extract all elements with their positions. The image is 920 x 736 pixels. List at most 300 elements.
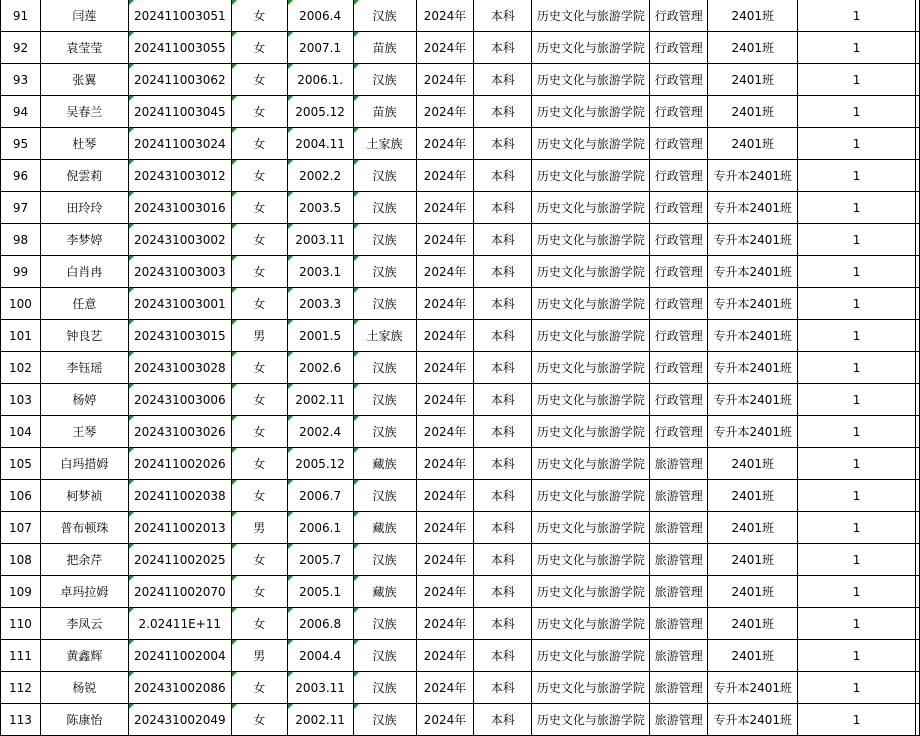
birth-date-cell[interactable]: 2006.4 bbox=[287, 0, 353, 32]
birth-date-cell[interactable]: 2002.2 bbox=[287, 160, 353, 192]
major-cell[interactable]: 旅游管理 bbox=[650, 448, 708, 480]
count-cell[interactable]: 1 bbox=[798, 256, 916, 288]
education-level-cell[interactable]: 本科 bbox=[474, 192, 532, 224]
count-cell[interactable]: 1 bbox=[798, 224, 916, 256]
empty-cell[interactable] bbox=[915, 96, 919, 128]
empty-cell[interactable] bbox=[915, 352, 919, 384]
class-cell[interactable]: 专升本2401班 bbox=[708, 320, 798, 352]
serial-number-cell[interactable]: 97 bbox=[1, 192, 41, 224]
birth-date-cell[interactable]: 2003.1 bbox=[287, 256, 353, 288]
student-id-cell[interactable]: 202411003062 bbox=[128, 64, 231, 96]
serial-number-cell[interactable]: 103 bbox=[1, 384, 41, 416]
gender-cell[interactable]: 女 bbox=[231, 384, 287, 416]
student-id-cell[interactable]: 202431002086 bbox=[128, 672, 231, 704]
class-cell[interactable]: 专升本2401班 bbox=[708, 704, 798, 736]
major-cell[interactable]: 行政管理 bbox=[650, 352, 708, 384]
student-id-cell[interactable]: 202431003003 bbox=[128, 256, 231, 288]
empty-cell[interactable] bbox=[915, 64, 919, 96]
count-cell[interactable]: 1 bbox=[798, 608, 916, 640]
gender-cell[interactable]: 女 bbox=[231, 64, 287, 96]
empty-cell[interactable] bbox=[915, 32, 919, 64]
class-cell[interactable]: 2401班 bbox=[708, 96, 798, 128]
serial-number-cell[interactable]: 100 bbox=[1, 288, 41, 320]
count-cell[interactable]: 1 bbox=[798, 160, 916, 192]
student-id-cell[interactable]: 202411003045 bbox=[128, 96, 231, 128]
class-cell[interactable]: 2401班 bbox=[708, 0, 798, 32]
count-cell[interactable]: 1 bbox=[798, 96, 916, 128]
college-cell[interactable]: 历史文化与旅游学院 bbox=[532, 672, 650, 704]
student-name-cell[interactable]: 黄鑫辉 bbox=[40, 640, 128, 672]
gender-cell[interactable]: 女 bbox=[231, 704, 287, 736]
major-cell[interactable]: 旅游管理 bbox=[650, 512, 708, 544]
birth-date-cell[interactable]: 2003.11 bbox=[287, 224, 353, 256]
enrollment-year-cell[interactable]: 2024年 bbox=[416, 640, 474, 672]
education-level-cell[interactable]: 本科 bbox=[474, 672, 532, 704]
student-id-cell[interactable]: 202411002038 bbox=[128, 480, 231, 512]
student-id-cell[interactable]: 202411003024 bbox=[128, 128, 231, 160]
ethnicity-cell[interactable]: 汉族 bbox=[353, 256, 416, 288]
empty-cell[interactable] bbox=[915, 160, 919, 192]
college-cell[interactable]: 历史文化与旅游学院 bbox=[532, 256, 650, 288]
serial-number-cell[interactable]: 109 bbox=[1, 576, 41, 608]
ethnicity-cell[interactable]: 土家族 bbox=[353, 128, 416, 160]
serial-number-cell[interactable]: 96 bbox=[1, 160, 41, 192]
empty-cell[interactable] bbox=[915, 704, 919, 736]
class-cell[interactable]: 专升本2401班 bbox=[708, 160, 798, 192]
gender-cell[interactable]: 女 bbox=[231, 224, 287, 256]
student-id-cell[interactable]: 202411003055 bbox=[128, 32, 231, 64]
empty-cell[interactable] bbox=[915, 256, 919, 288]
enrollment-year-cell[interactable]: 2024年 bbox=[416, 672, 474, 704]
student-name-cell[interactable]: 白玛措姆 bbox=[40, 448, 128, 480]
education-level-cell[interactable]: 本科 bbox=[474, 256, 532, 288]
education-level-cell[interactable]: 本科 bbox=[474, 288, 532, 320]
education-level-cell[interactable]: 本科 bbox=[474, 544, 532, 576]
major-cell[interactable]: 旅游管理 bbox=[650, 704, 708, 736]
student-name-cell[interactable]: 普布顿珠 bbox=[40, 512, 128, 544]
birth-date-cell[interactable]: 2006.1 bbox=[287, 512, 353, 544]
gender-cell[interactable]: 女 bbox=[231, 32, 287, 64]
student-name-cell[interactable]: 吴春兰 bbox=[40, 96, 128, 128]
ethnicity-cell[interactable]: 汉族 bbox=[353, 64, 416, 96]
birth-date-cell[interactable]: 2004.4 bbox=[287, 640, 353, 672]
class-cell[interactable]: 2401班 bbox=[708, 640, 798, 672]
gender-cell[interactable]: 女 bbox=[231, 160, 287, 192]
class-cell[interactable]: 专升本2401班 bbox=[708, 416, 798, 448]
education-level-cell[interactable]: 本科 bbox=[474, 416, 532, 448]
student-id-cell[interactable]: 202411003051 bbox=[128, 0, 231, 32]
count-cell[interactable]: 1 bbox=[798, 448, 916, 480]
major-cell[interactable]: 行政管理 bbox=[650, 224, 708, 256]
student-name-cell[interactable]: 把余芹 bbox=[40, 544, 128, 576]
gender-cell[interactable]: 男 bbox=[231, 640, 287, 672]
ethnicity-cell[interactable]: 汉族 bbox=[353, 608, 416, 640]
student-name-cell[interactable]: 柯梦祯 bbox=[40, 480, 128, 512]
education-level-cell[interactable]: 本科 bbox=[474, 160, 532, 192]
gender-cell[interactable]: 女 bbox=[231, 448, 287, 480]
birth-date-cell[interactable]: 2002.11 bbox=[287, 704, 353, 736]
enrollment-year-cell[interactable]: 2024年 bbox=[416, 224, 474, 256]
class-cell[interactable]: 专升本2401班 bbox=[708, 352, 798, 384]
ethnicity-cell[interactable]: 汉族 bbox=[353, 160, 416, 192]
serial-number-cell[interactable]: 91 bbox=[1, 0, 41, 32]
college-cell[interactable]: 历史文化与旅游学院 bbox=[532, 192, 650, 224]
student-id-cell[interactable]: 202431003012 bbox=[128, 160, 231, 192]
class-cell[interactable]: 2401班 bbox=[708, 448, 798, 480]
birth-date-cell[interactable]: 2003.3 bbox=[287, 288, 353, 320]
birth-date-cell[interactable]: 2002.4 bbox=[287, 416, 353, 448]
education-level-cell[interactable]: 本科 bbox=[474, 320, 532, 352]
student-id-cell[interactable]: 202431003006 bbox=[128, 384, 231, 416]
gender-cell[interactable]: 女 bbox=[231, 672, 287, 704]
ethnicity-cell[interactable]: 藏族 bbox=[353, 448, 416, 480]
count-cell[interactable]: 1 bbox=[798, 416, 916, 448]
serial-number-cell[interactable]: 110 bbox=[1, 608, 41, 640]
enrollment-year-cell[interactable]: 2024年 bbox=[416, 0, 474, 32]
count-cell[interactable]: 1 bbox=[798, 704, 916, 736]
major-cell[interactable]: 行政管理 bbox=[650, 160, 708, 192]
serial-number-cell[interactable]: 93 bbox=[1, 64, 41, 96]
class-cell[interactable]: 2401班 bbox=[708, 32, 798, 64]
education-level-cell[interactable]: 本科 bbox=[474, 96, 532, 128]
gender-cell[interactable]: 男 bbox=[231, 320, 287, 352]
serial-number-cell[interactable]: 104 bbox=[1, 416, 41, 448]
class-cell[interactable]: 2401班 bbox=[708, 544, 798, 576]
count-cell[interactable]: 1 bbox=[798, 64, 916, 96]
gender-cell[interactable]: 女 bbox=[231, 544, 287, 576]
major-cell[interactable]: 旅游管理 bbox=[650, 480, 708, 512]
birth-date-cell[interactable]: 2003.5 bbox=[287, 192, 353, 224]
student-id-cell[interactable]: 202431003016 bbox=[128, 192, 231, 224]
college-cell[interactable]: 历史文化与旅游学院 bbox=[532, 224, 650, 256]
student-name-cell[interactable]: 李梦婷 bbox=[40, 224, 128, 256]
count-cell[interactable]: 1 bbox=[798, 480, 916, 512]
college-cell[interactable]: 历史文化与旅游学院 bbox=[532, 512, 650, 544]
empty-cell[interactable] bbox=[915, 416, 919, 448]
class-cell[interactable]: 专升本2401班 bbox=[708, 192, 798, 224]
student-name-cell[interactable]: 任意 bbox=[40, 288, 128, 320]
count-cell[interactable]: 1 bbox=[798, 352, 916, 384]
gender-cell[interactable]: 女 bbox=[231, 192, 287, 224]
education-level-cell[interactable]: 本科 bbox=[474, 64, 532, 96]
class-cell[interactable]: 专升本2401班 bbox=[708, 384, 798, 416]
serial-number-cell[interactable]: 105 bbox=[1, 448, 41, 480]
empty-cell[interactable] bbox=[915, 512, 919, 544]
birth-date-cell[interactable]: 2005.12 bbox=[287, 96, 353, 128]
serial-number-cell[interactable]: 106 bbox=[1, 480, 41, 512]
count-cell[interactable]: 1 bbox=[798, 192, 916, 224]
college-cell[interactable]: 历史文化与旅游学院 bbox=[532, 96, 650, 128]
ethnicity-cell[interactable]: 苗族 bbox=[353, 96, 416, 128]
ethnicity-cell[interactable]: 汉族 bbox=[353, 192, 416, 224]
major-cell[interactable]: 行政管理 bbox=[650, 320, 708, 352]
ethnicity-cell[interactable]: 苗族 bbox=[353, 32, 416, 64]
count-cell[interactable]: 1 bbox=[798, 128, 916, 160]
gender-cell[interactable]: 女 bbox=[231, 608, 287, 640]
enrollment-year-cell[interactable]: 2024年 bbox=[416, 64, 474, 96]
ethnicity-cell[interactable]: 藏族 bbox=[353, 512, 416, 544]
birth-date-cell[interactable]: 2002.11 bbox=[287, 384, 353, 416]
class-cell[interactable]: 2401班 bbox=[708, 480, 798, 512]
enrollment-year-cell[interactable]: 2024年 bbox=[416, 352, 474, 384]
enrollment-year-cell[interactable]: 2024年 bbox=[416, 544, 474, 576]
birth-date-cell[interactable]: 2006.1. bbox=[287, 64, 353, 96]
major-cell[interactable]: 行政管理 bbox=[650, 192, 708, 224]
education-level-cell[interactable]: 本科 bbox=[474, 448, 532, 480]
empty-cell[interactable] bbox=[915, 672, 919, 704]
major-cell[interactable]: 行政管理 bbox=[650, 256, 708, 288]
serial-number-cell[interactable]: 113 bbox=[1, 704, 41, 736]
college-cell[interactable]: 历史文化与旅游学院 bbox=[532, 480, 650, 512]
serial-number-cell[interactable]: 98 bbox=[1, 224, 41, 256]
ethnicity-cell[interactable]: 汉族 bbox=[353, 704, 416, 736]
ethnicity-cell[interactable]: 藏族 bbox=[353, 576, 416, 608]
empty-cell[interactable] bbox=[915, 288, 919, 320]
serial-number-cell[interactable]: 101 bbox=[1, 320, 41, 352]
college-cell[interactable]: 历史文化与旅游学院 bbox=[532, 320, 650, 352]
college-cell[interactable]: 历史文化与旅游学院 bbox=[532, 128, 650, 160]
major-cell[interactable]: 行政管理 bbox=[650, 128, 708, 160]
empty-cell[interactable] bbox=[915, 576, 919, 608]
enrollment-year-cell[interactable]: 2024年 bbox=[416, 512, 474, 544]
enrollment-year-cell[interactable]: 2024年 bbox=[416, 32, 474, 64]
student-id-cell[interactable]: 202431003002 bbox=[128, 224, 231, 256]
student-name-cell[interactable]: 王琴 bbox=[40, 416, 128, 448]
student-name-cell[interactable]: 田玲玲 bbox=[40, 192, 128, 224]
college-cell[interactable]: 历史文化与旅游学院 bbox=[532, 64, 650, 96]
major-cell[interactable]: 旅游管理 bbox=[650, 672, 708, 704]
ethnicity-cell[interactable]: 汉族 bbox=[353, 640, 416, 672]
enrollment-year-cell[interactable]: 2024年 bbox=[416, 576, 474, 608]
college-cell[interactable]: 历史文化与旅游学院 bbox=[532, 352, 650, 384]
major-cell[interactable]: 行政管理 bbox=[650, 96, 708, 128]
class-cell[interactable]: 2401班 bbox=[708, 64, 798, 96]
college-cell[interactable]: 历史文化与旅游学院 bbox=[532, 32, 650, 64]
ethnicity-cell[interactable]: 汉族 bbox=[353, 384, 416, 416]
student-id-cell[interactable]: 202431003026 bbox=[128, 416, 231, 448]
education-level-cell[interactable]: 本科 bbox=[474, 704, 532, 736]
empty-cell[interactable] bbox=[915, 480, 919, 512]
education-level-cell[interactable]: 本科 bbox=[474, 608, 532, 640]
student-id-cell[interactable]: 202411002070 bbox=[128, 576, 231, 608]
major-cell[interactable]: 旅游管理 bbox=[650, 608, 708, 640]
college-cell[interactable]: 历史文化与旅游学院 bbox=[532, 608, 650, 640]
table-row bbox=[1, 384, 920, 416]
student-name-cell[interactable]: 李凤云 bbox=[40, 608, 128, 640]
enrollment-year-cell[interactable]: 2024年 bbox=[416, 288, 474, 320]
major-cell[interactable]: 行政管理 bbox=[650, 416, 708, 448]
serial-number-cell[interactable]: 92 bbox=[1, 32, 41, 64]
gender-cell[interactable]: 男 bbox=[231, 512, 287, 544]
ethnicity-cell[interactable]: 汉族 bbox=[353, 544, 416, 576]
education-level-cell[interactable]: 本科 bbox=[474, 0, 532, 32]
student-id-cell[interactable]: 202411002026 bbox=[128, 448, 231, 480]
major-cell[interactable]: 行政管理 bbox=[650, 384, 708, 416]
gender-cell[interactable]: 女 bbox=[231, 480, 287, 512]
ethnicity-cell[interactable]: 土家族 bbox=[353, 320, 416, 352]
student-id-cell[interactable]: 202431003015 bbox=[128, 320, 231, 352]
student-id-cell[interactable]: 202411002013 bbox=[128, 512, 231, 544]
major-cell[interactable]: 行政管理 bbox=[650, 288, 708, 320]
gender-cell[interactable]: 女 bbox=[231, 256, 287, 288]
gender-cell[interactable]: 女 bbox=[231, 416, 287, 448]
empty-cell[interactable] bbox=[915, 0, 919, 32]
birth-date-cell[interactable]: 2007.1 bbox=[287, 32, 353, 64]
empty-cell[interactable] bbox=[915, 224, 919, 256]
student-name-cell[interactable]: 陈康怡 bbox=[40, 704, 128, 736]
student-id-cell[interactable]: 202411002025 bbox=[128, 544, 231, 576]
count-cell[interactable]: 1 bbox=[798, 0, 916, 32]
student-name-cell[interactable]: 卓玛拉姆 bbox=[40, 576, 128, 608]
serial-number-cell[interactable]: 108 bbox=[1, 544, 41, 576]
class-cell[interactable]: 2401班 bbox=[708, 512, 798, 544]
empty-cell[interactable] bbox=[915, 640, 919, 672]
college-cell[interactable]: 历史文化与旅游学院 bbox=[532, 160, 650, 192]
serial-number-cell[interactable]: 99 bbox=[1, 256, 41, 288]
enrollment-year-cell[interactable]: 2024年 bbox=[416, 192, 474, 224]
college-cell[interactable]: 历史文化与旅游学院 bbox=[532, 544, 650, 576]
count-cell[interactable]: 1 bbox=[798, 320, 916, 352]
education-level-cell[interactable]: 本科 bbox=[474, 576, 532, 608]
serial-number-cell[interactable]: 107 bbox=[1, 512, 41, 544]
major-cell[interactable]: 行政管理 bbox=[650, 64, 708, 96]
college-cell[interactable]: 历史文化与旅游学院 bbox=[532, 288, 650, 320]
empty-cell[interactable] bbox=[915, 544, 919, 576]
ethnicity-cell[interactable]: 汉族 bbox=[353, 672, 416, 704]
student-name-cell[interactable]: 袁莹莹 bbox=[40, 32, 128, 64]
class-cell[interactable]: 专升本2401班 bbox=[708, 288, 798, 320]
gender-cell[interactable]: 女 bbox=[231, 288, 287, 320]
major-cell[interactable]: 旅游管理 bbox=[650, 640, 708, 672]
ethnicity-cell[interactable]: 汉族 bbox=[353, 352, 416, 384]
count-cell[interactable]: 1 bbox=[798, 512, 916, 544]
serial-number-cell[interactable]: 112 bbox=[1, 672, 41, 704]
birth-date-cell[interactable]: 2002.6 bbox=[287, 352, 353, 384]
enrollment-year-cell[interactable]: 2024年 bbox=[416, 128, 474, 160]
education-level-cell[interactable]: 本科 bbox=[474, 512, 532, 544]
enrollment-year-cell[interactable]: 2024年 bbox=[416, 384, 474, 416]
student-name-cell[interactable]: 倪雲莉 bbox=[40, 160, 128, 192]
class-cell[interactable]: 2401班 bbox=[708, 576, 798, 608]
enrollment-year-cell[interactable]: 2024年 bbox=[416, 608, 474, 640]
gender-cell[interactable]: 女 bbox=[231, 128, 287, 160]
birth-date-cell[interactable]: 2005.12 bbox=[287, 448, 353, 480]
serial-number-cell[interactable]: 94 bbox=[1, 96, 41, 128]
serial-number-cell[interactable]: 95 bbox=[1, 128, 41, 160]
student-id-cell[interactable]: 202431003028 bbox=[128, 352, 231, 384]
birth-date-cell[interactable]: 2006.7 bbox=[287, 480, 353, 512]
enrollment-year-cell[interactable]: 2024年 bbox=[416, 448, 474, 480]
empty-cell[interactable] bbox=[915, 384, 919, 416]
empty-cell[interactable] bbox=[915, 320, 919, 352]
birth-date-cell[interactable]: 2003.11 bbox=[287, 672, 353, 704]
empty-cell[interactable] bbox=[915, 128, 919, 160]
major-cell[interactable]: 旅游管理 bbox=[650, 576, 708, 608]
student-name-cell[interactable]: 杨锐 bbox=[40, 672, 128, 704]
birth-date-cell[interactable]: 2006.8 bbox=[287, 608, 353, 640]
birth-date-cell[interactable]: 2005.7 bbox=[287, 544, 353, 576]
count-cell[interactable]: 1 bbox=[798, 576, 916, 608]
gender-cell[interactable]: 女 bbox=[231, 0, 287, 32]
student-name-cell[interactable]: 杨婷 bbox=[40, 384, 128, 416]
college-cell[interactable]: 历史文化与旅游学院 bbox=[532, 416, 650, 448]
education-level-cell[interactable]: 本科 bbox=[474, 32, 532, 64]
empty-cell[interactable] bbox=[915, 448, 919, 480]
count-cell[interactable]: 1 bbox=[798, 288, 916, 320]
count-cell[interactable]: 1 bbox=[798, 672, 916, 704]
count-cell[interactable]: 1 bbox=[798, 32, 916, 64]
ethnicity-cell[interactable]: 汉族 bbox=[353, 0, 416, 32]
college-cell[interactable]: 历史文化与旅游学院 bbox=[532, 0, 650, 32]
ethnicity-cell[interactable]: 汉族 bbox=[353, 224, 416, 256]
count-cell[interactable]: 1 bbox=[798, 384, 916, 416]
education-level-cell[interactable]: 本科 bbox=[474, 352, 532, 384]
birth-date-cell[interactable]: 2004.11 bbox=[287, 128, 353, 160]
education-level-cell[interactable]: 本科 bbox=[474, 128, 532, 160]
student-id-cell[interactable]: 202411002004 bbox=[128, 640, 231, 672]
ethnicity-cell[interactable]: 汉族 bbox=[353, 416, 416, 448]
ethnicity-cell[interactable]: 汉族 bbox=[353, 288, 416, 320]
enrollment-year-cell[interactable]: 2024年 bbox=[416, 480, 474, 512]
student-name-cell[interactable]: 杜琴 bbox=[40, 128, 128, 160]
ethnicity-cell[interactable]: 汉族 bbox=[353, 480, 416, 512]
class-cell[interactable]: 专升本2401班 bbox=[708, 224, 798, 256]
student-name-cell[interactable]: 白肖冉 bbox=[40, 256, 128, 288]
education-level-cell[interactable]: 本科 bbox=[474, 384, 532, 416]
student-id-cell[interactable]: 202431003001 bbox=[128, 288, 231, 320]
birth-date-cell[interactable]: 2001.5 bbox=[287, 320, 353, 352]
student-id-cell[interactable]: 202431002049 bbox=[128, 704, 231, 736]
empty-cell[interactable] bbox=[915, 192, 919, 224]
student-name-cell[interactable]: 闫莲 bbox=[40, 0, 128, 32]
enrollment-year-cell[interactable]: 2024年 bbox=[416, 320, 474, 352]
serial-number-cell[interactable]: 102 bbox=[1, 352, 41, 384]
education-level-cell[interactable]: 本科 bbox=[474, 224, 532, 256]
enrollment-year-cell[interactable]: 2024年 bbox=[416, 704, 474, 736]
enrollment-year-cell[interactable]: 2024年 bbox=[416, 416, 474, 448]
gender-cell[interactable]: 女 bbox=[231, 352, 287, 384]
count-cell[interactable]: 1 bbox=[798, 640, 916, 672]
major-cell[interactable]: 行政管理 bbox=[650, 32, 708, 64]
gender-cell[interactable]: 女 bbox=[231, 576, 287, 608]
count-cell[interactable]: 1 bbox=[798, 544, 916, 576]
class-cell[interactable]: 专升本2401班 bbox=[708, 256, 798, 288]
gender-cell[interactable]: 女 bbox=[231, 96, 287, 128]
education-level-cell[interactable]: 本科 bbox=[474, 480, 532, 512]
college-cell[interactable]: 历史文化与旅游学院 bbox=[532, 448, 650, 480]
student-name-cell[interactable]: 李钰瑶 bbox=[40, 352, 128, 384]
class-cell[interactable]: 2401班 bbox=[708, 608, 798, 640]
student-name-cell[interactable]: 钟良艺 bbox=[40, 320, 128, 352]
empty-cell[interactable] bbox=[915, 608, 919, 640]
enrollment-year-cell[interactable]: 2024年 bbox=[416, 160, 474, 192]
enrollment-year-cell[interactable]: 2024年 bbox=[416, 256, 474, 288]
student-name-cell[interactable]: 张翼 bbox=[40, 64, 128, 96]
college-cell[interactable]: 历史文化与旅游学院 bbox=[532, 576, 650, 608]
major-cell[interactable]: 旅游管理 bbox=[650, 544, 708, 576]
enrollment-year-cell[interactable]: 2024年 bbox=[416, 96, 474, 128]
class-cell[interactable]: 2401班 bbox=[708, 128, 798, 160]
student-id-cell[interactable]: 2.02411E+11 bbox=[128, 608, 231, 640]
college-cell[interactable]: 历史文化与旅游学院 bbox=[532, 640, 650, 672]
education-level-cell[interactable]: 本科 bbox=[474, 640, 532, 672]
college-cell[interactable]: 历史文化与旅游学院 bbox=[532, 704, 650, 736]
birth-date-cell[interactable]: 2005.1 bbox=[287, 576, 353, 608]
college-cell[interactable]: 历史文化与旅游学院 bbox=[532, 384, 650, 416]
major-cell[interactable]: 行政管理 bbox=[650, 0, 708, 32]
serial-number-cell[interactable]: 111 bbox=[1, 640, 41, 672]
class-cell[interactable]: 专升本2401班 bbox=[708, 672, 798, 704]
